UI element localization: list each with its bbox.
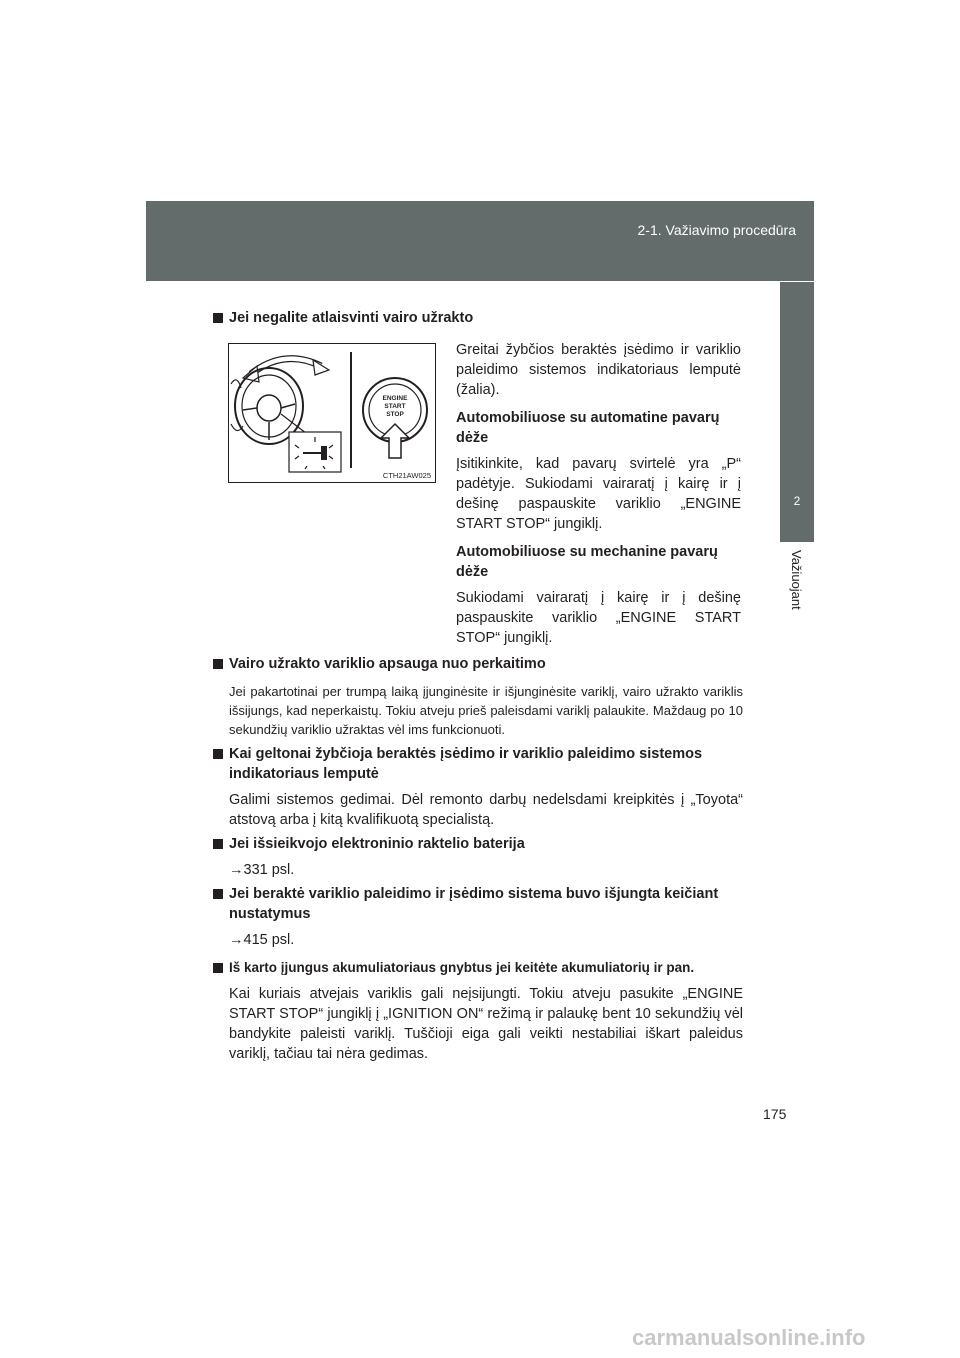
page-number: 175	[763, 1106, 787, 1122]
instruction-text: Sukiodami vairaratį į kairę ir į dešinę paspauskite variklio „ENGINE START STOP“ jungiklį.	[456, 590, 741, 646]
figure-caption: CTH21AW025	[382, 471, 431, 480]
instruction-text: Greitai žybčios beraktės įsėdimo ir variklio paleidimo sistemos indikatoriaus lemputė (žalia).	[456, 342, 741, 398]
bullet-square-icon	[213, 963, 223, 973]
steering-lock-figure	[228, 343, 436, 483]
steering-lock-instructions	[456, 340, 741, 656]
page-reference: →415 psl.	[229, 932, 295, 948]
section-steering-lock	[213, 308, 743, 328]
section-body: Galimi sistemos gedimai. Dėl remonto darbų nedelsdami kreipkitės į „Toyota“ atstovą arba į kitą kvalifikuotą specialistą.	[229, 792, 743, 828]
section-heading: Vairo užrakto variklio apsauga nuo perkaitimo	[213, 654, 743, 674]
chapter-title: 2-1. Važiavimo procedūra	[637, 222, 796, 238]
button-text-line-1: ENGINE	[382, 395, 408, 402]
bullet-square-icon	[213, 749, 223, 759]
section-yellow-indicator	[213, 744, 743, 830]
instruction-subheading: Automobiliuose su mechanine pavarų dėže	[456, 544, 718, 580]
bullet-square-icon	[213, 313, 223, 323]
watermark: carmanualsonline.info	[632, 1325, 866, 1350]
section-battery-reconnect	[213, 958, 743, 1064]
section-body: Jei pakartotinai per trumpą laiką įjunginėsite ir išjunginėsite variklį, vairo užrakto variklis išsijungs, kad neperkaistų. Tokiu atveju prieš paleisdami variklį palaukite. Maždaug po 10 sekundžių variklio užraktas vėl ims funkcionuoti.	[229, 684, 743, 737]
bullet-square-icon	[213, 889, 223, 899]
instruction-text: Įsitikinkite, kad pavarų svirtelė yra „P“ padėtyje. Sukiodami vairaratį į kairę ir į dešinę paspauskite variklio „ENGINE START STOP“ jungiklį.	[456, 456, 741, 532]
section-heading: Jei beraktė variklio paleidimo ir įsėdimo sistema buvo išjungta keičiant nustatymus	[213, 884, 743, 924]
section-body: Kai kuriais atvejais variklis gali neįsijungti. Tokiu atveju pasukite „ENGINE START STOP“ jungiklį į „IGNITION ON“ režimą ir palaukę bent 10 sekundžių vėl bandykite paleisti variklį. Tuščioji eiga gali veikti nestabiliai iškart paleidus variklį, tačiau tai nėra gedimas.	[229, 986, 743, 1062]
bullet-square-icon	[213, 659, 223, 669]
section-key-battery	[213, 834, 743, 880]
side-tab-label-box	[779, 542, 815, 662]
side-tab-number: 2	[793, 494, 801, 508]
side-tab-label: Važiuojant	[789, 550, 804, 610]
section-heading: Jei išsieikvojo elektroninio raktelio baterija	[213, 834, 743, 854]
section-overheat-protection	[213, 654, 743, 739]
button-text-line-2: START	[384, 403, 406, 410]
section-heading: Iš karto įjungus akumuliatoriaus gnybtus jei keitėte akumuliatorių ir pan.	[213, 958, 743, 978]
button-text-line-3: STOP	[386, 411, 404, 418]
chapter-header	[146, 201, 814, 281]
section-heading: Kai geltonai žybčioja beraktės įsėdimo ir variklio paleidimo sistemos indikatoriaus lemputė	[213, 744, 743, 784]
section-heading: Jei negalite atlaisvinti vairo užrakto	[213, 308, 743, 328]
steering-wheel-illustration-icon	[229, 344, 435, 482]
section-system-disabled	[213, 884, 743, 950]
bullet-square-icon	[213, 839, 223, 849]
instruction-subheading: Automobiliuose su automatine pavarų dėže	[456, 410, 720, 446]
page-reference: →331 psl.	[229, 862, 295, 878]
